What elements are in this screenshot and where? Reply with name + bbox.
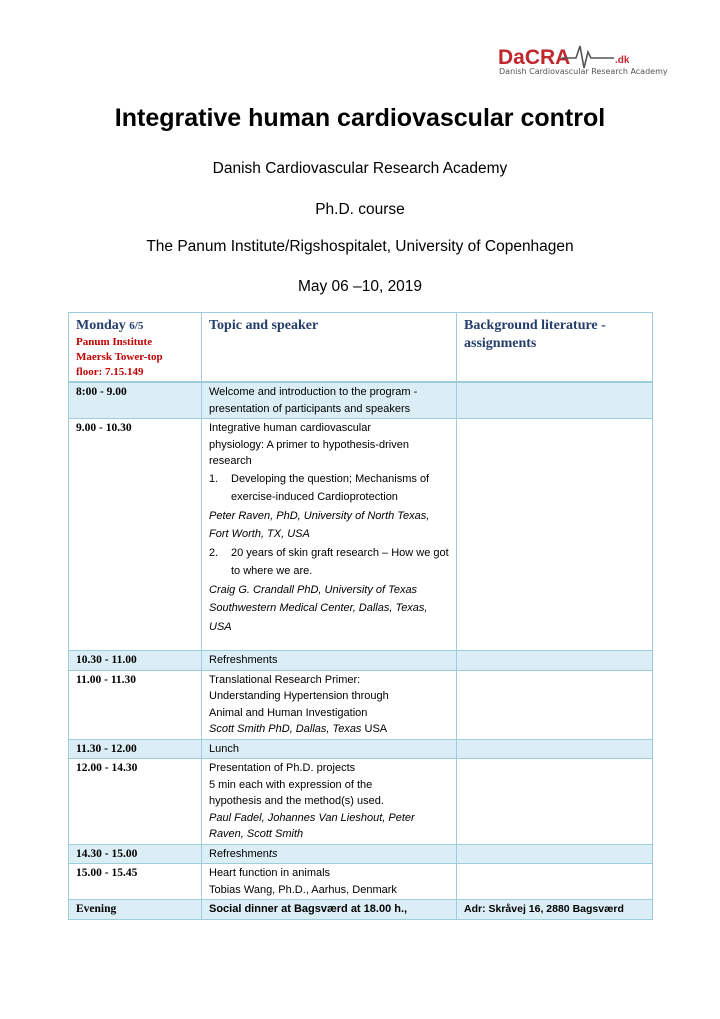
table-row [69,651,653,671]
table-row [69,864,653,900]
topic-line: Integrative human cardiovascular [209,422,372,434]
table-row [69,382,653,419]
page-title: Integrative human cardiovascular control [114,104,606,132]
topic-line: research [209,455,252,467]
row-background: Adr: Skråvej 16, 2880 Bagsværd [457,900,653,920]
schedule-table [68,312,653,920]
topic-line: Understanding Hypertension through [209,690,389,702]
subtitle-venue: The Panum Institute/Rigshospitalet, University of Copenhagen [146,238,574,255]
table-row [69,739,653,759]
row-time: 15.00 - 15.45 [69,864,202,900]
item-text: 20 years of skin graft research – How we got to where we are. [231,546,449,577]
subtitle-org: Danish Cardiovascular Research Academy [212,160,508,177]
topic-line: Presentation of Ph.D. projects [209,762,356,774]
topic-line: Heart function in animals [209,867,331,879]
subtitle-course: Ph.D. course [315,201,405,218]
table-row [69,900,653,920]
row-background [457,759,653,845]
row-time: 14.30 - 15.00 [69,844,202,864]
row-background [457,670,653,739]
row-topic [202,382,457,419]
speaker-line: Fort Worth, TX, USA [209,528,310,540]
speaker-line [209,721,450,738]
topic-line: Translational Research Primer: [209,673,361,686]
row-topic [202,864,457,900]
table-header-row [69,313,653,383]
header-date: 6/5 [129,320,144,332]
row-background [457,739,653,759]
speaker-line: Craig G. Crandall PhD, University of Texas [209,583,418,596]
row-topic: Refreshments [202,651,457,671]
row-background [457,651,653,671]
speaker-country: USA [361,723,388,735]
row-topic [202,759,457,845]
table-row [69,670,653,739]
row-background [457,382,653,419]
dacra-logo [496,42,656,82]
speaker-line: Southwestern Medical Center, Dallas, Texas, [209,602,428,614]
table-row [69,844,653,864]
header-location-1: Panum Institute [76,336,153,348]
table-row [69,759,653,845]
speaker-line: USA [209,620,232,633]
topic-line: Welcome and introduction to the program - [209,386,418,398]
row-time: 12.00 - 14.30 [69,759,202,845]
item-text: Developing the question; Mechanisms of exercise-induced Cardioprotection [231,472,430,503]
header-day-cell [69,313,202,383]
numbered-item [209,470,450,507]
topic-line: physiology: A primer to hypothesis-driven [209,438,409,451]
row-topic: Social dinner at Bagsværd at 18.00 h., [202,900,457,920]
header-day: Monday [76,318,126,333]
topic-line: Tobias Wang, Ph.D., Aarhus, Denmark [209,883,397,896]
row-topic [202,419,457,651]
row-topic [202,670,457,739]
item-number: 1. [209,472,219,485]
table-row [69,419,653,651]
topic-text: Refreshmen [209,847,269,860]
row-time: 11.00 - 11.30 [69,670,202,739]
item-number: 2. [209,546,219,559]
header-background: Background literature - assignments [457,313,653,383]
row-time: Evening [69,900,202,920]
row-background [457,864,653,900]
header-topic: Topic and speaker [202,313,457,383]
topic-text-italic: ts [268,847,278,860]
topic-line: presentation of participants and speakers [209,402,411,415]
row-background [457,419,653,651]
topic-line: 5 min each with expression of the [209,778,373,791]
topic-line: hypothesis and the method(s) used. [209,795,384,807]
speaker-line: Paul Fadel, Johannes Van Lieshout, Peter [209,811,415,824]
row-time: 8:00 - 9.00 [69,382,202,419]
row-time: 10.30 - 11.00 [69,651,202,671]
row-topic [202,844,457,864]
row-time: 9.00 - 10.30 [69,419,202,651]
speaker-line: Peter Raven, PhD, University of North Texas, [209,509,430,522]
topic-line: Animal and Human Investigation [209,706,368,719]
subtitle-dates: May 06 –10, 2019 [297,278,423,295]
row-time: 11.30 - 12.00 [69,739,202,759]
header-location-2: Maersk Tower-top [76,351,163,363]
row-background [457,844,653,864]
speaker-name: Scott Smith PhD, Dallas, Texas [209,723,362,735]
logo-tagline: Danish Cardiovascular Research Academy [499,67,668,76]
logo-text: DaCRA [498,46,571,69]
logo-suffix: .dk [615,55,630,66]
numbered-item [209,544,450,581]
row-topic: Lunch [202,739,457,759]
header-location-3: floor: 7.15.149 [76,366,144,378]
speaker-line: Raven, Scott Smith [209,828,304,840]
